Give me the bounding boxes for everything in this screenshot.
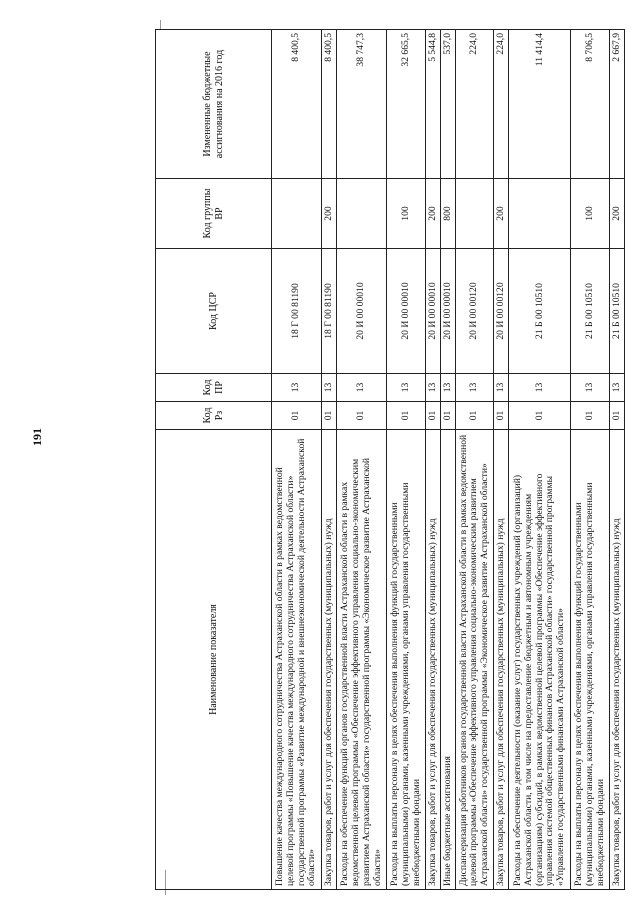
row-vr: 100 xyxy=(387,179,425,249)
row-name: Расходы на выплаты персоналу в целях обеспечения выполнения функций государственными (муниципальными) органами, казенными учреждениями, органами управления государственными внебюджетными фондами xyxy=(387,430,425,890)
row-pr: 13 xyxy=(322,374,337,402)
row-name: Повышение качества международного сотрудничества Астраханской области в рамках ведомственной целевой программы «Повышение качества международного сотрудничества Астраханской области» государственной программы «Развитие международной и внешнеэкономической деятельности Астраханской области» xyxy=(272,430,322,890)
row-amount: 5 544,8 xyxy=(425,30,440,179)
row-amount: 224,0 xyxy=(494,30,509,179)
row-rz: 01 xyxy=(609,402,624,430)
row-rz: 01 xyxy=(387,402,425,430)
header-vr: Код группы ВР xyxy=(156,179,272,249)
row-rz: 01 xyxy=(509,402,571,430)
row-pr: 13 xyxy=(272,374,322,402)
row-amount: 8 706,5 xyxy=(571,30,609,179)
row-csr: 20 И 00 00010 xyxy=(425,249,440,374)
row-vr: 100 xyxy=(571,179,609,249)
table-row xyxy=(337,30,387,890)
row-csr: 21 Б 00 10510 xyxy=(509,249,571,374)
row-vr: 200 xyxy=(609,179,624,249)
row-vr: 800 xyxy=(440,179,455,249)
row-name: Расходы на выплаты персоналу в целях обеспечения выполнения функций государственными (муниципальными) органами, казенными учреждениями, органами управления государственными внебюджетными фондами xyxy=(571,430,609,890)
row-vr: 200 xyxy=(322,179,337,249)
table-row xyxy=(322,30,337,890)
page-number: 191 xyxy=(30,428,44,446)
row-name: Закупка товаров, работ и услуг для обеспечения государственных (муниципальных) нужд xyxy=(322,430,337,890)
row-amount: 38 747,3 xyxy=(337,30,387,179)
row-vr xyxy=(272,179,322,249)
row-pr: 13 xyxy=(571,374,609,402)
row-csr: 18 Г 00 81190 xyxy=(272,249,322,374)
row-csr: 18 Г 00 81190 xyxy=(322,249,337,374)
row-pr: 13 xyxy=(509,374,571,402)
table-row xyxy=(571,30,609,890)
row-csr: 20 И 00 00010 xyxy=(387,249,425,374)
row-pr: 13 xyxy=(387,374,425,402)
row-amount: 2 667,9 xyxy=(609,30,624,179)
header-pr: Код ПР xyxy=(156,374,272,402)
row-vr xyxy=(455,179,493,249)
row-rz: 01 xyxy=(455,402,493,430)
row-pr: 13 xyxy=(455,374,493,402)
row-rz: 01 xyxy=(440,402,455,430)
table-header-row xyxy=(156,30,272,890)
table-row xyxy=(455,30,493,890)
row-pr: 13 xyxy=(440,374,455,402)
row-name: Закупка товаров, работ и услуг для обеспечения государственных (муниципальных) нужд xyxy=(494,430,509,890)
header-csr: Код ЦСР xyxy=(156,249,272,374)
row-csr: 20 И 00 00010 xyxy=(337,249,387,374)
table-row xyxy=(387,30,425,890)
row-amount: 11 414,4 xyxy=(509,30,571,179)
header-rz: Код Рз xyxy=(156,402,272,430)
row-amount: 32 665,5 xyxy=(387,30,425,179)
row-vr: 200 xyxy=(494,179,509,249)
table-row xyxy=(272,30,322,890)
row-amount: 8 400,5 xyxy=(272,30,322,179)
row-csr: 21 Б 00 10510 xyxy=(609,249,624,374)
row-vr: 200 xyxy=(425,179,440,249)
row-amount: 8 400,5 xyxy=(322,30,337,179)
row-pr: 13 xyxy=(425,374,440,402)
table-row xyxy=(425,30,440,890)
row-rz: 01 xyxy=(571,402,609,430)
table-row xyxy=(494,30,509,890)
row-rz: 01 xyxy=(494,402,509,430)
row-name: Расходы на обеспечение функций органов государственной власти Астраханской области в рамках ведомственной целевой программы «Обеспечение эффективного управления социально-экономическим развитием Астраханской области» государственной программы «Экономическое развитие Астраханской области» xyxy=(337,430,387,890)
row-csr: 20 И 00 00120 xyxy=(455,249,493,374)
row-csr: 21 Б 00 10510 xyxy=(571,249,609,374)
row-vr xyxy=(509,179,571,249)
table-row xyxy=(440,30,455,890)
row-rz: 01 xyxy=(425,402,440,430)
row-amount: 224,0 xyxy=(455,30,493,179)
row-pr: 13 xyxy=(609,374,624,402)
row-csr: 20 И 00 00010 xyxy=(440,249,455,374)
row-rz: 01 xyxy=(322,402,337,430)
row-name: Закупка товаров, работ и услуг для обеспечения государственных (муниципальных) нужд xyxy=(609,430,624,890)
row-rz: 01 xyxy=(272,402,322,430)
row-pr: 13 xyxy=(494,374,509,402)
row-name: Расходы на обеспечение деятельности (оказание услуг) государственных учреждений (организаций) Астраханской области, в том числе на предоставление бюджетным и автономным учреждениям (организациям) субсидий, в рамках ведомственной целевой программы «Обеспечение эффективного управления системой общественных финансов Астраханской области» государственной программы «Управление государственными финансами Астраханской области» xyxy=(509,430,571,890)
rotated-table-container xyxy=(155,30,625,890)
row-vr xyxy=(337,179,387,249)
row-rz: 01 xyxy=(337,402,387,430)
table-row xyxy=(609,30,624,890)
header-amount: Измененные бюджетные ассигнования на 2016 год xyxy=(156,30,272,179)
header-name: Наименование показателя xyxy=(156,430,272,890)
row-name: Иные бюджетные ассигнования xyxy=(440,430,455,890)
budget-table xyxy=(155,29,625,890)
row-csr: 20 И 00 00120 xyxy=(494,249,509,374)
row-amount: 537,0 xyxy=(440,30,455,179)
table-row xyxy=(509,30,571,890)
row-pr: 13 xyxy=(337,374,387,402)
row-name: Закупка товаров, работ и услуг для обеспечения государственных (муниципальных) нужд xyxy=(425,430,440,890)
row-name: Диспансеризация работников органов государственной власти Астраханской области в рамках ведомственной целевой программы «Обеспечение эффективного управления социально-экономическим развитием Астраханской области» государственной программы «Экономическое развитие Астраханской области» xyxy=(455,430,493,890)
